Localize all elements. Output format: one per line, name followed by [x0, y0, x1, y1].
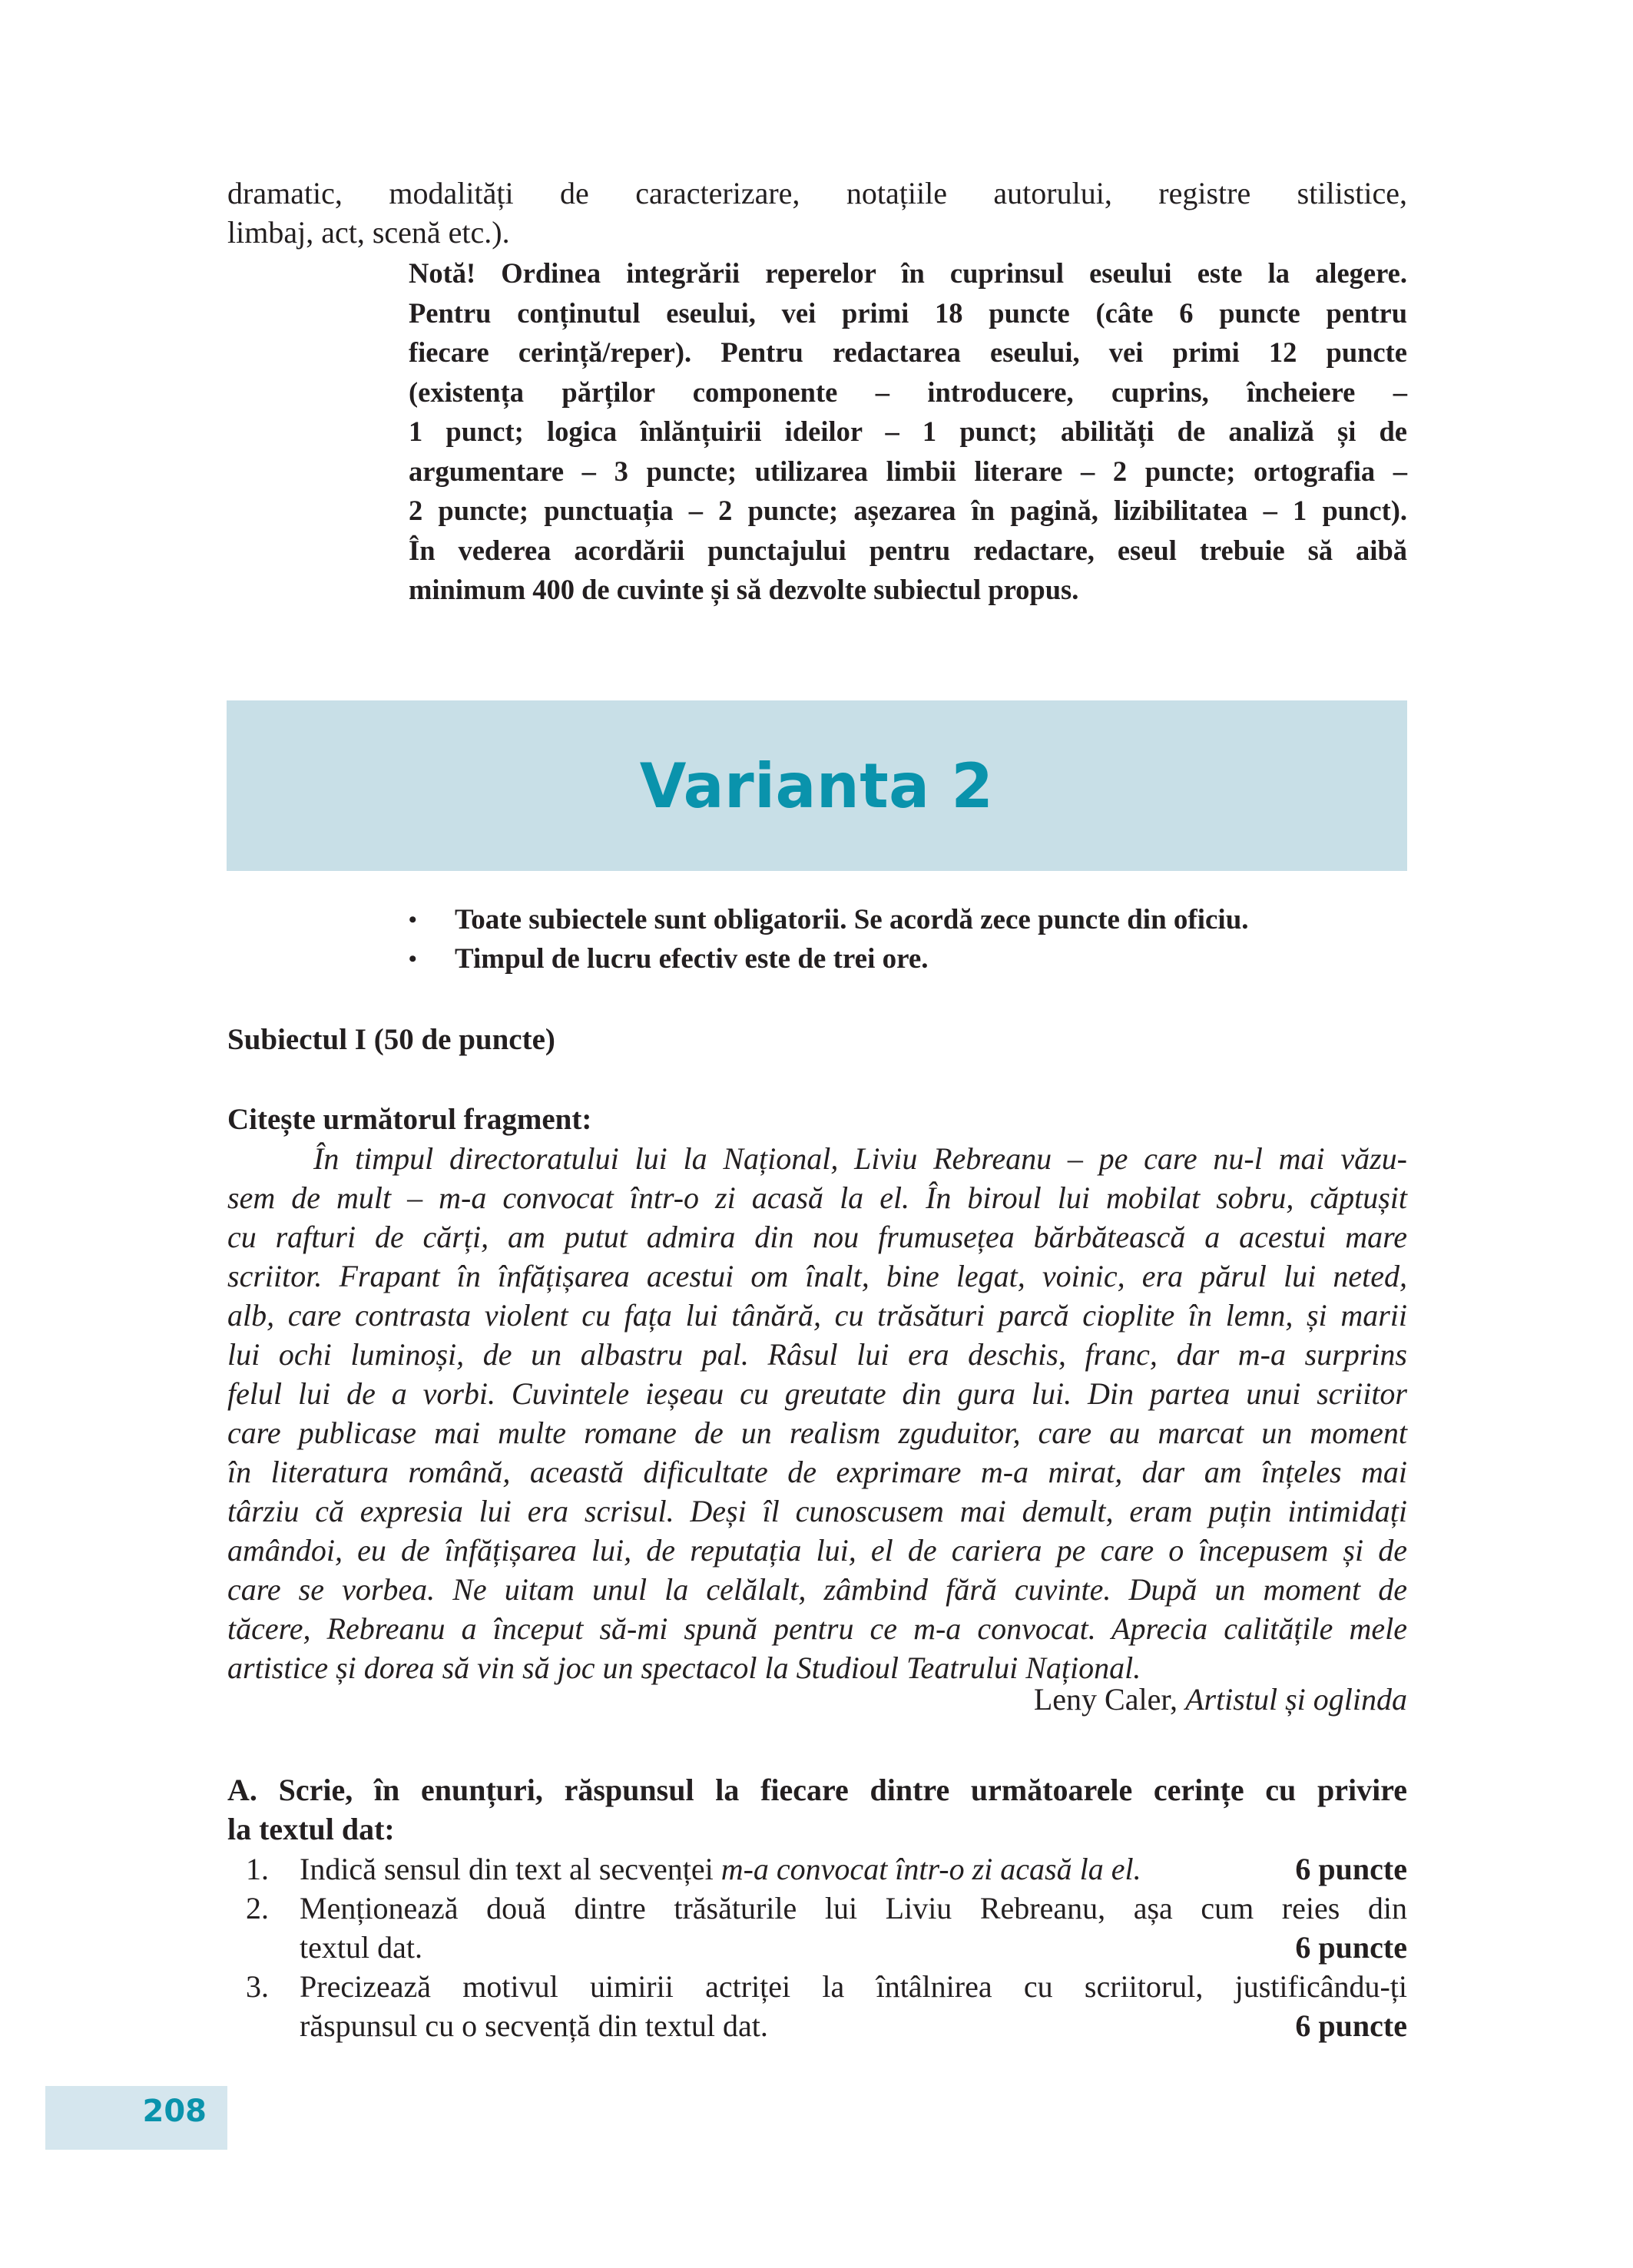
fragment-line: sem de mult – m-a convocat într-o zi acasă la el. În biroul lui mobilat sobru, căptușit [227, 1180, 1407, 1215]
task-list [227, 1849, 1407, 2045]
task-number: 2. [246, 1891, 269, 1925]
fragment-line: felul lui de a vorbi. Cuvintele ieșeau cu greutate din gura lui. Din partea unui scriitor [227, 1376, 1407, 1411]
task-number: 3. [246, 1969, 269, 2004]
note-line: minimum 400 de cuvinte și să dezvolte subiectul propus. [409, 574, 1079, 605]
bullet-icon: • [409, 946, 417, 972]
task-item [227, 1849, 1407, 1889]
grading-note [409, 253, 1407, 610]
variant-title: Varianta 2 [640, 750, 994, 822]
task-text-quote: m-a convocat într-o zi acasă la el. [720, 1852, 1141, 1886]
exam-rules-list [409, 900, 1249, 978]
task-text-plain: Indică sensul din text al secvenței [300, 1852, 714, 1886]
task-text-line: Precizează motivul uimirii actriței la întâlnirea cu scriitorul, justificându-ți [300, 1969, 1407, 2004]
task-text-line: textul dat. [300, 1930, 422, 1965]
intro-line: dramatic, modalități de caracterizare, notațiile autorului, registre stilistice, [227, 176, 1407, 210]
read-fragment-heading: Citește următorul fragment: [227, 1103, 592, 1136]
fragment-line: care publicase mai multe romane de un realism zguduitor, care au marcat un moment [227, 1415, 1407, 1450]
subject-heading: Subiectul I (50 de puncte) [227, 1023, 555, 1056]
fragment-line: târziu că expresia lui era scrisul. Deși îl cunoscusem mai demult, eram puțin intimidați [227, 1494, 1407, 1528]
task-points: 6 puncte [1295, 1852, 1407, 1886]
fragment-line: scriitor. Frapant în înfățișarea acestui om înalt, bine legat, voinic, era părul lui neted, [227, 1259, 1407, 1293]
section-a-heading-line: A. Scrie, în enunțuri, răspunsul la fiecare dintre următoarele cerințe cu privire [227, 1773, 1407, 1807]
note-line: 1 punct; logica înlănțuirii ideilor – 1 punct; abilități de analiză și de [409, 416, 1407, 447]
task-text [300, 1849, 1141, 1889]
fragment-line: În timpul directoratului lui la Național, Liviu Rebreanu – pe care nu-l mai văzu- [313, 1141, 1407, 1176]
task-text-line: răspunsul cu o secvență din textul dat. [300, 2008, 768, 2043]
note-line: (existența părților componente – introducere, cuprins, încheiere – [409, 376, 1407, 408]
note-line: 2 puncte; punctuația – 2 puncte; așezarea în pagină, lizibilitatea – 1 punct). [409, 495, 1407, 526]
fragment-line: artistice și dorea să vin să joc un spectacol la Studioul Teatrului Național. [227, 1651, 1141, 1685]
intro-paragraph [227, 174, 1407, 252]
fragment-line: lui ochi luminoși, de un albastru pal. Râsul lui era deschis, franc, dar m-a surprins [227, 1337, 1407, 1372]
task-row [300, 1849, 1407, 1889]
note-line: Notă! Ordinea integrării reperelor în cuprinsul eseului este la alegere. [409, 257, 1407, 289]
task-item [227, 1967, 1407, 2045]
literary-fragment [227, 1139, 1407, 1687]
note-line: fiecare cerință/reper). Pentru redactarea eseului, vei primi 12 puncte [409, 336, 1407, 368]
fragment-line: amândoi, eu de înfățișarea lui, de reputația lui, el de cariera pe care o începusem și de [227, 1533, 1407, 1568]
task-points: 6 puncte [1295, 1930, 1407, 1965]
page-number-box [45, 2086, 227, 2150]
task-row [300, 2006, 1407, 2045]
bullet-icon: • [409, 907, 417, 932]
task-row [300, 1928, 1407, 1967]
section-a-heading [227, 1770, 1407, 1849]
attribution-author: Leny Caler, [1033, 1682, 1178, 1717]
rule-text: Toate subiectele sunt obligatorii. Se acordă zece puncte din oficiu. [455, 904, 1249, 935]
page-number: 208 [142, 2094, 207, 2129]
rule-item [409, 900, 1249, 939]
task-points: 6 puncte [1295, 2008, 1407, 2043]
fragment-attribution [1034, 1680, 1407, 1719]
fragment-line: alb, care contrasta violent cu fața lui tânără, cu trăsături parcă cioplite în lemn, și marii [227, 1298, 1407, 1333]
fragment-line: tăcere, Rebreanu a început să-mi spună pentru ce m-a convocat. Aprecia calitățile mele [227, 1611, 1407, 1646]
attribution-work: Artistul și oglinda [1185, 1682, 1407, 1717]
task-text-line: Menționează două dintre trăsăturile lui Liviu Rebreanu, așa cum reies din [300, 1891, 1407, 1925]
rule-text: Timpul de lucru efectiv este de trei ore. [455, 943, 929, 975]
note-line: argumentare – 3 puncte; utilizarea limbii literare – 2 puncte; ortografia – [409, 455, 1407, 487]
intro-line: limbaj, act, scenă etc.). [227, 215, 510, 250]
task-number: 1. [246, 1852, 269, 1886]
note-line: Pentru conținutul eseului, vei primi 18 puncte (câte 6 puncte pentru [409, 296, 1407, 329]
fragment-line: cu rafturi de cărți, am putut admira din nou frumusețea bărbătească a acestui mare [227, 1220, 1407, 1254]
task-item [227, 1889, 1407, 1967]
variant-banner [227, 700, 1407, 871]
fragment-line: care se vorbea. Ne uitam unul la celălalt, zâmbind fără cuvinte. După un moment de [227, 1572, 1407, 1607]
note-line: În vederea acordării punctajului pentru redactare, eseul trebuie să aibă [409, 534, 1407, 566]
fragment-line: în literatura română, această dificultate de exprimare m-a mirat, dar am înțeles mai [227, 1455, 1407, 1489]
rule-item [409, 939, 1249, 978]
section-a-heading-line: la textul dat: [227, 1812, 395, 1846]
